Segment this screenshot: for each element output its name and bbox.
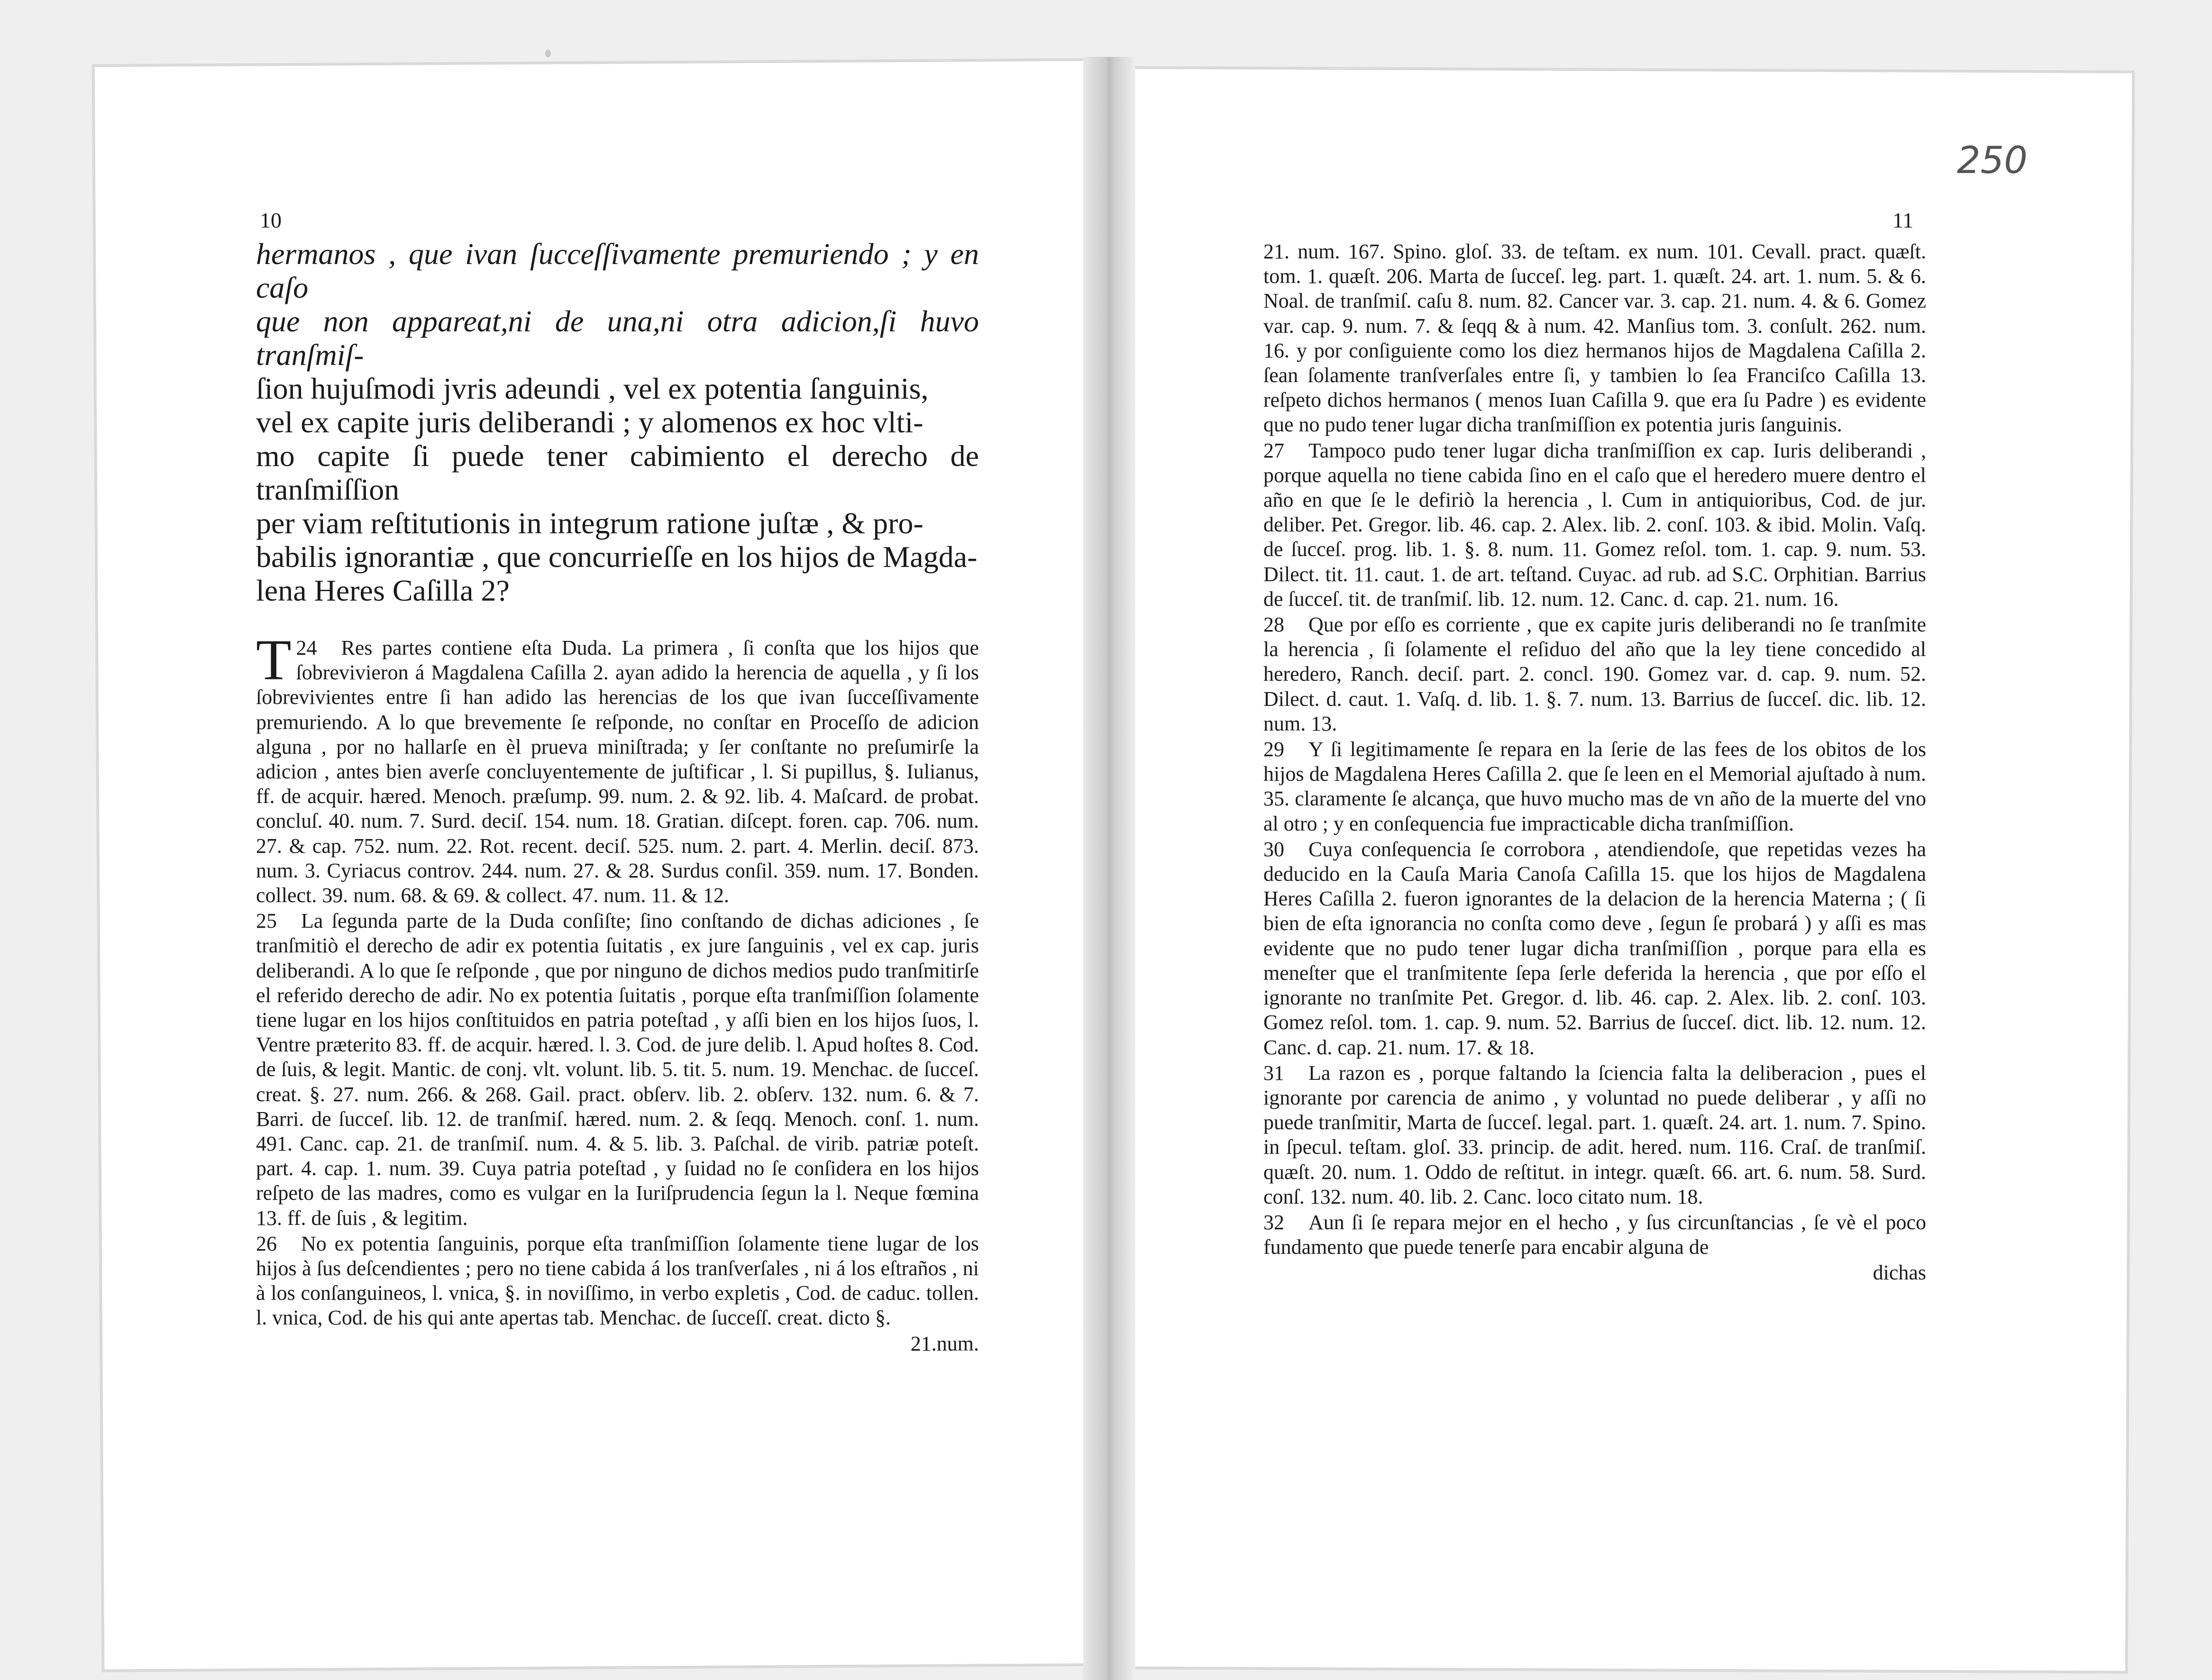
paragraph-text: Que por eſſo es corriente , que ex capite juris deliberandi no ſe tranſmite la herencia , ſi ſolamente el reſiduo del año que la ley tiene concedido al heredero, Ranch. deciſ. part. 2. concl. 190. Gomez var. d. cap. 9. num. 52. Dilect. d. caut. 1. Vaſq. d. lib. 1. §. 7. num. 13. Barrius de ſucceſ. dic. lib. 12. num. 13. <box>1263 613 1926 735</box>
paragraph-text: No ex potentia ſanguinis, porque eſta tranſmiſſion ſolamente tiene lugar de los hijos à ſus deſcendientes ; pero no tiene cabida á los tranſverſales , ni á los eſtraños , ni à los conſanguineos, l. vnica, §. in noviſſimo, in verbo expletis , Cod. de caduc. tollen. l. vnica, Cod. de his qui ante apertas tab. Menchac. de ſucceſſ. creat. dicto §. <box>256 1232 979 1330</box>
question-line: hermanos , que ivan ſucceſſivamente premuriendo ; y en caſo <box>256 237 979 304</box>
paragraph-number: 29 <box>1263 738 1284 761</box>
paragraph-26 <box>256 1232 979 1331</box>
paragraph-continued <box>1263 239 1926 438</box>
book-gutter <box>1083 57 1135 1680</box>
catchword: dichas <box>1873 1261 1926 1285</box>
paragraph-29 <box>1263 737 1926 836</box>
question-line: lena Heres Caſilla 2? <box>256 574 510 607</box>
question-line: vel ex capite juris deliberandi ; y alomenos ex hoc vlti- <box>256 405 923 439</box>
question-line: mo capite ſi puede tener cabimiento el derecho de tranſmiſſion <box>256 439 979 506</box>
paragraph-text: Cuya conſequencia ſe corrobora , atendiendoſe, que repetidas vezes ha deducido en la Cauſa Maria Canoſa Caſilla 15. que los hijos de Magdalena Heres Caſilla 2. fueron ignorantes de la delacion de la herencia Materna ; ( ſi bien de eſta ignorancia no conſta como deve , ſegun ſe probará ) y aſſi es mas evidente que no pudo tener lugar dicha tranſmiſſion , porque para ella es meneſter que el tranſmitente ſepa ſerle deferida la herencia , que por eſſo el ignorante no tranſmite Pet. Gregor. d. lib. 46. cap. 2. Alex. lib. 2. conſ. 103. Gomez reſol. tom. 1. cap. 9. num. 52. Barrius de ſucceſ. dict. lib. 12. num. 12. Canc. d. cap. 21. num. 17. & 18. <box>1263 837 1926 1059</box>
svg-text:250: 250 <box>1957 139 2028 182</box>
paragraph-number: 32 <box>1263 1210 1284 1234</box>
catchword: 21.num. <box>910 1332 979 1355</box>
paragraph-30 <box>1263 837 1926 1060</box>
paragraph-27 <box>1263 438 1926 612</box>
paragraph-number: 31 <box>1263 1061 1284 1085</box>
paragraph-number: 25 <box>256 909 277 933</box>
paragraph-text: La ſegunda parte de la Duda conſiſte; ſino conſtando de dichas adiciones , ſe tranſmitiò el derecho de adir ex potentia ſuitatis , ex jure ſanguinis , vel ex cap. juris deliberandi. A lo que ſe reſponde , que por ninguno de dichos medios pudo tranſmitirſe el referido derecho de adir. No ex potentia ſuitatis , porque eſta tranſmiſſion ſolamente tiene lugar en los hijos conſtituidos en patria poteſtad , y aſſi bien en los hijos ſuos, l. Ventre præterito 83. ff. de acquir. hæred. l. 3. Cod. de jure delib. l. Apud hoſtes 8. Cod. de ſuis, & legit. Mantic. de conj. vlt. volunt. lib. 5. tit. 5. num. 19. Menchac. de ſucceſ. creat. §. 27. num. 266. & 268. Gail. pract. obſerv. lib. 2. obſerv. 132. num. 6. & 7. Barri. de ſucceſ. lib. 12. de tranſmiſ. hæred. num. 2. & ſeqq. Menoch. conſ. 1. num. 491. Canc. cap. 21. de tranſmiſ. num. 4. & 5. lib. 3. Paſchal. de virib. patriæ poteſt. part. 4. cap. 1. num. 39. Cuya patria poteſtad , y ſuidad no ſe conſidera en los hijos reſpeto de las madres, como es vulgar en la Iuriſprudencia ſegun la l. Neque fœmina 13. ff. de ſuis , & legitim. <box>256 909 979 1230</box>
paragraph-number: 30 <box>1263 837 1284 861</box>
right-column <box>1263 239 1926 1285</box>
right-page-number: 11 <box>1892 208 1914 232</box>
question-line: per viam reſtitutionis in integrum ratione juſtæ , & pro- <box>256 506 923 540</box>
paragraph-text: Y ſi legitimamente ſe repara en la ſerie de las fees de los obitos de los hijos de Magdalena Heres Caſilla 2. que ſe leen en el Memorial ajuſtado à num. 35. claramente ſe alcança, que huvo mucho mas de vn año de la muerte del vno al otro ; y en conſequencia fue impracticable dicha tranſmiſſion. <box>1263 738 1926 835</box>
question-line: babilis ignorantiæ , que concurrieſſe en los hijos de Magda- <box>256 540 978 574</box>
paragraph-number: 27 <box>1263 438 1284 462</box>
paragraph-number: 26 <box>256 1232 277 1255</box>
paragraph-text: 21. num. 167. Spino. gloſ. 33. de teſtam. ex num. 101. Cevall. pract. quæſt. tom. 1. quæſt. 206. Marta de ſucceſ. leg. part. 1. quæſt. 24. art. 1. num. 5. & 6. Noal. de tranſmiſ. caſu 8. num. 82. Cancer var. 3. cap. 21. num. 4. & 6. Gomez var. cap. 9. num. 7. & ſeqq & à num. 42. Manſius tom. 3. conſult. 262. num. 16. y por conſiguiente como los diez hermanos hijos de Magdalena Caſilla 2. ſean ſolamente tranſverſales entre ſi, y tambien lo ſea Franciſco Caſilla 13. reſpeto dichos hermanos ( menos Iuan Caſilla 9. que era ſu Padre ) es evidente que no pudo tener lugar dicha tranſmiſſion ex potentia juris ſanguinis. <box>1263 240 1926 437</box>
paragraph-24 <box>256 628 979 908</box>
paragraph-text: Res partes contiene eſta Duda. La primera , ſi conſta que los hijos que ſobrevivieron á Magdalena Caſilla 2. ayan adido la herencia de aquella , y ſi los ſobrevivientes entre ſi han adido las herencias de los que ivan ſucceſſivamente premuriendo. A lo que brevemente ſe reſponde, no conſtar en Proceſſo de adicion alguna , por no hallarſe en èl prueva miniſtrada; y ſer conſtante no preſumirſe la adicion , antes bien averſe concluyentemente de juſtificar , l. Si pupillus, §. Iulianus, ff. de acquir. hæred. Menoch. præſump. 99. num. 2. & 92. lib. 4. Maſcard. de probat. concluſ. 40. num. 7. Surd. deciſ. 154. num. 18. Gratian. diſcept. foren. cap. 706. num. 27. & cap. 752. num. 22. Rot. recent. deciſ. 525. num. 2. part. 4. Merlin. deciſ. 873. num. 3. Cyriacus controv. 244. num. 27. & 28. Surdus conſil. 359. num. 17. Bonden. collect. 39. num. 68. & 69. & collect. 47. num. 11. & 12. <box>256 636 979 907</box>
left-page-number: 10 <box>260 208 282 232</box>
left-column <box>256 237 979 1356</box>
handwritten-folio-number <box>1953 135 2062 187</box>
question-line: ſion hujuſmodi jvris adeundi , vel ex potentia ſanguinis, <box>256 372 929 405</box>
question-line: que non appareat,ni de una,ni otra adicion,ſi huvo tranſmiſ- <box>256 304 979 372</box>
paragraph-number: 28 <box>1263 613 1284 637</box>
paragraph-text: Aun ſi ſe repara mejor en el hecho , y ſus circunſtancias , ſe vè el poco fundamento que puede tenerſe para encabir alguna de <box>1263 1210 1926 1259</box>
drop-cap: T <box>256 628 292 692</box>
paragraph-28 <box>1263 612 1926 736</box>
paragraph-31 <box>1263 1061 1926 1209</box>
dubium-question <box>256 237 979 607</box>
paragraph-number: 24 <box>296 636 317 659</box>
paragraph-25 <box>256 909 979 1231</box>
paragraph-text: Tampoco pudo tener lugar dicha tranſmiſſion ex cap. Iuris deliberandi , porque aquella no tiene cabida ſino en el caſo que el heredero muere dentro el año en que ſe le defiriò la herencia , l. Cum in antiquioribus, Cod. de jur. deliber. Pet. Gregor. lib. 46. cap. 2. Alex. lib. 2. conſ. 103. & ibid. Molin. Vaſq. de ſucceſ. prog. lib. 1. §. 8. num. 11. Gomez reſol. tom. 1. cap. 9. num. 53. Dilect. tit. 11. caut. 1. de art. teſtand. Cuyac. ad rub. ad S.C. Orphitian. Barrius de ſucceſ. tit. de tranſmiſ. lib. 12. num. 12. Canc. d. cap. 21. num. 16. <box>1263 438 1926 611</box>
paragraph-32 <box>1263 1210 1926 1260</box>
paragraph-text: La razon es , porque faltando la ſciencia falta la deliberacion , pues el ignorante por carencia de animo , y voluntad no puede deliberar , y aſſi no puede tranſmitir, Marta de ſucceſ. legal. part. 1. quæſt. 24. art. 1. num. 7. Spino. in ſpecul. teſtam. gloſ. 33. princip. de adit. hered. num. 116. Craſ. de tranſmiſ. quæſt. 20. num. 1. Oddo de reſtitut. in integr. quæſt. 66. art. 6. num. 58. Surd. conſ. 132. num. 40. lib. 2. Canc. loco citato num. 18. <box>1263 1061 1926 1208</box>
paper-smudge <box>545 50 551 57</box>
